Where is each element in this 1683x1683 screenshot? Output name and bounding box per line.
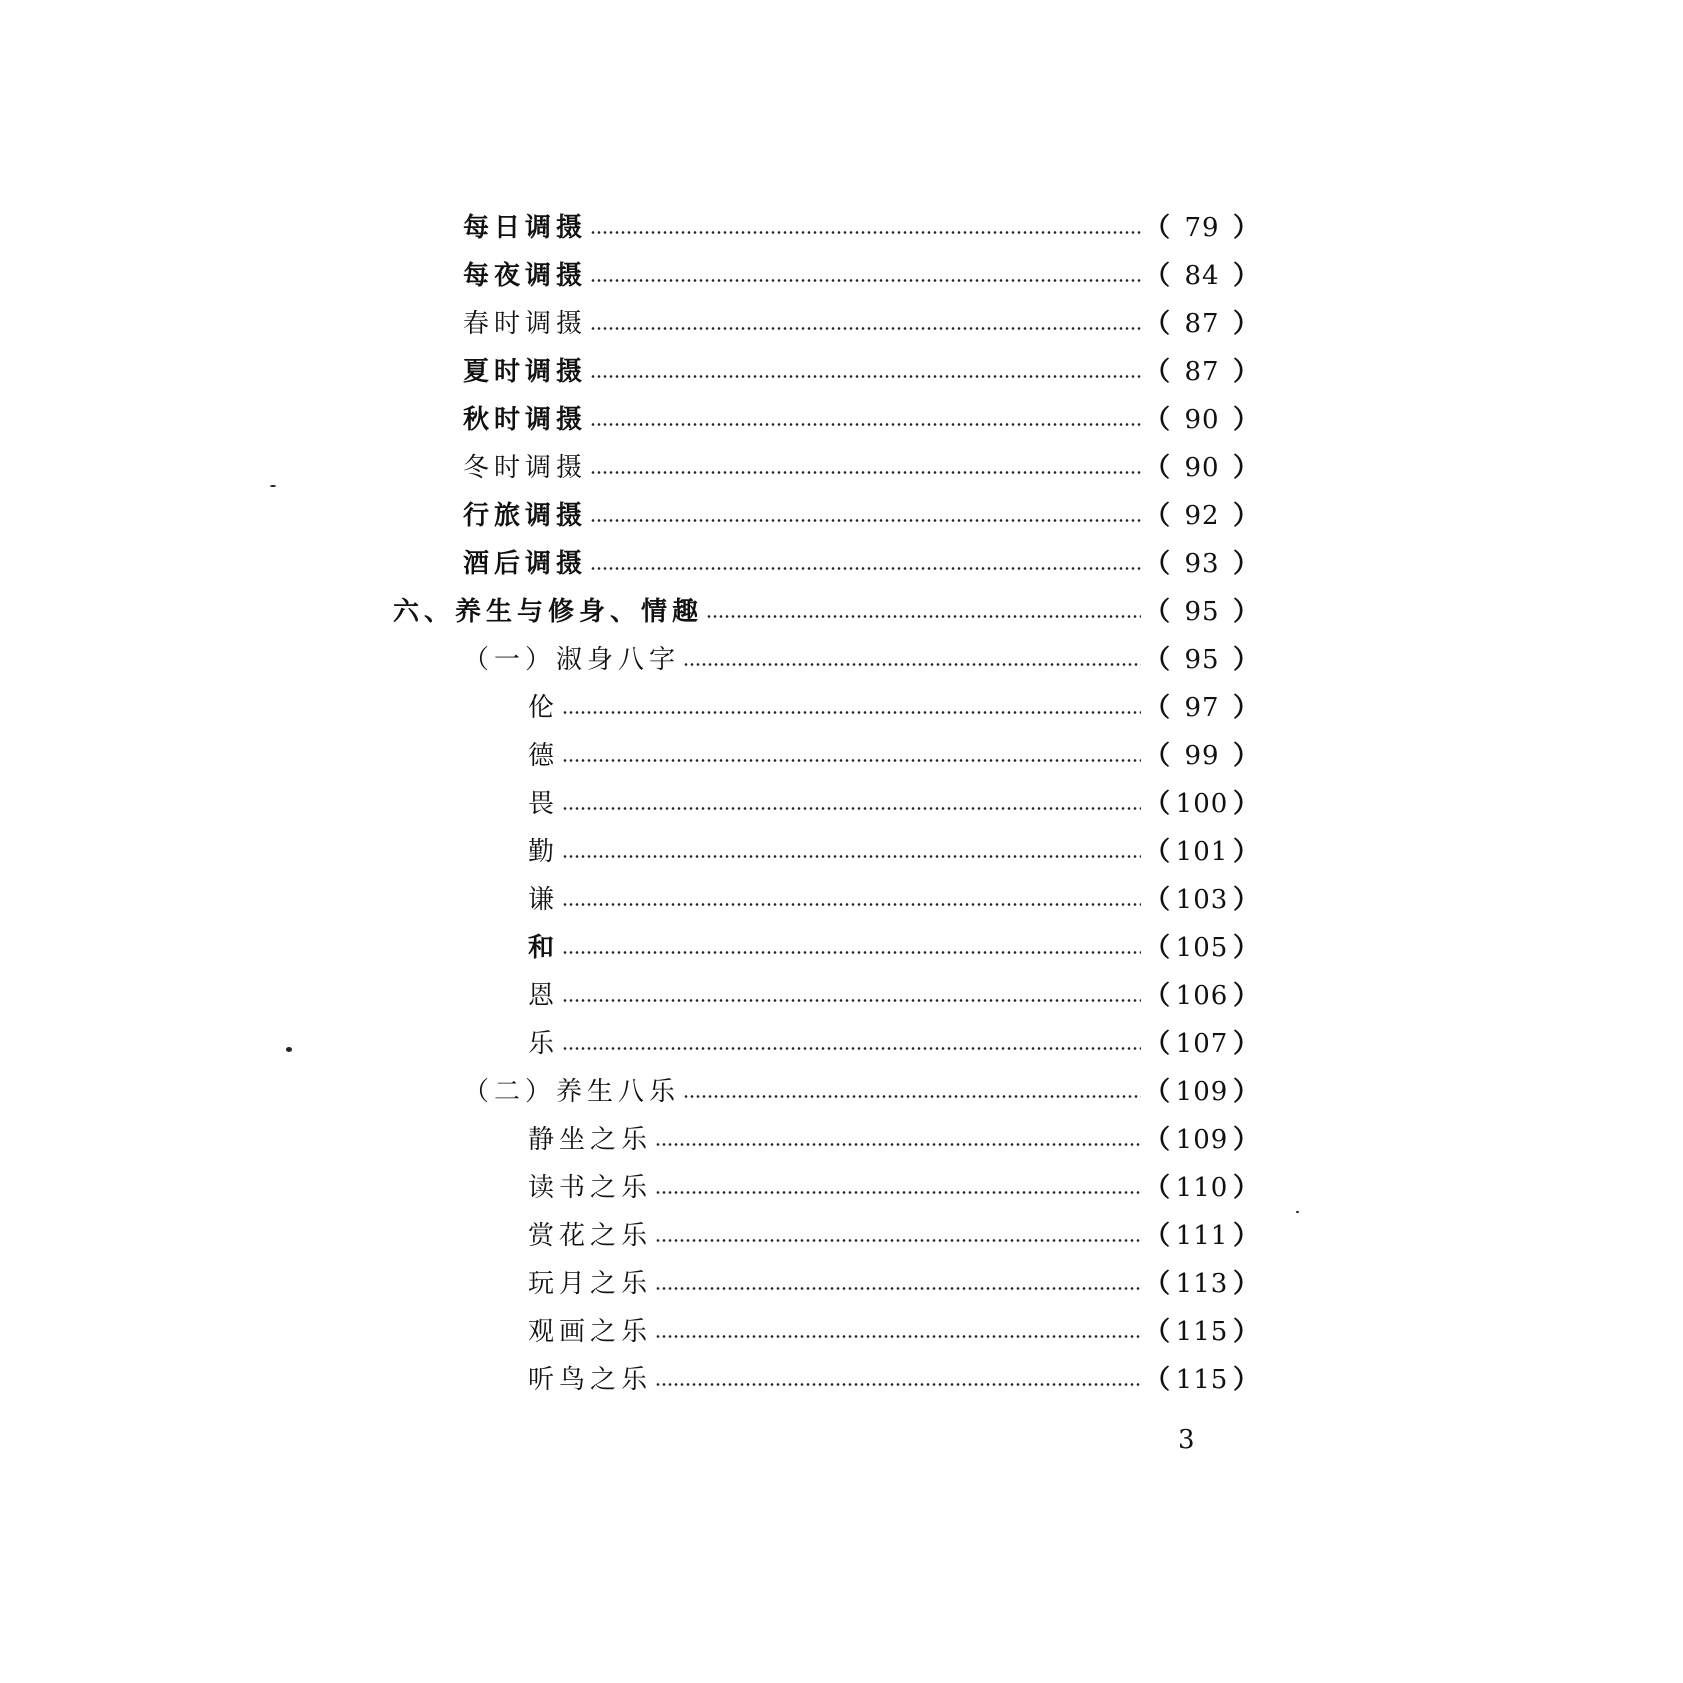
toc-entry-page: （ 95 ） <box>1143 597 1260 627</box>
toc-entry-title: 读书之乐 <box>528 1173 653 1203</box>
toc-entry <box>463 256 1260 296</box>
toc-entry-title: 恩 <box>528 981 560 1011</box>
leader-dots <box>683 663 1141 666</box>
toc-entry <box>528 1264 1260 1304</box>
toc-entry-title: 听鸟之乐 <box>528 1365 653 1395</box>
toc-entry-page: （ 79 ） <box>1143 213 1260 243</box>
toc-entry-title: 德 <box>528 741 560 771</box>
toc-entry-page: （ 115 ） <box>1143 1365 1260 1395</box>
toc-entry <box>528 1312 1260 1352</box>
toc-entry-title: 行旅调摄 <box>463 501 588 531</box>
toc-entry <box>463 448 1260 488</box>
toc-entry-page: （ 97 ） <box>1143 693 1260 723</box>
leader-dots <box>562 999 1141 1002</box>
toc-entry <box>463 352 1260 392</box>
toc-entry-page: （ 107 ） <box>1143 1029 1260 1059</box>
toc-entry-title: 冬时调摄 <box>463 453 588 483</box>
toc-entry <box>528 928 1260 968</box>
leader-dots <box>655 1383 1141 1386</box>
toc-entry-page: （ 106 ） <box>1143 981 1260 1011</box>
toc-entry <box>528 1216 1260 1256</box>
toc-entry <box>528 1360 1260 1400</box>
scan-speck <box>286 1047 292 1052</box>
leader-dots <box>655 1143 1141 1146</box>
leader-dots <box>590 471 1141 474</box>
toc-entry-page: （ 103 ） <box>1143 885 1260 915</box>
toc-entry-title: 春时调摄 <box>463 309 588 339</box>
toc-entry-page: （ 109 ） <box>1143 1125 1260 1155</box>
leader-dots <box>562 855 1141 858</box>
leader-dots <box>590 519 1141 522</box>
toc-entry-page: （ 115 ） <box>1143 1317 1260 1347</box>
leader-dots <box>590 423 1141 426</box>
leader-dots <box>562 951 1141 954</box>
toc-entry <box>528 880 1260 920</box>
toc-entry-title: 和 <box>528 933 560 963</box>
leader-dots <box>655 1191 1141 1194</box>
toc-section-entry <box>463 1072 1260 1112</box>
leader-dots <box>655 1335 1141 1338</box>
toc-entry-page: （ 113 ） <box>1143 1269 1260 1299</box>
toc-entry-title: 六、养生与修身、情趣 <box>393 597 704 627</box>
toc-entry <box>528 688 1260 728</box>
leader-dots <box>562 711 1141 714</box>
leader-dots <box>590 279 1141 282</box>
leader-dots <box>590 231 1141 234</box>
toc-entry-page: （ 110 ） <box>1143 1173 1260 1203</box>
toc-entry-title: 谦 <box>528 885 560 915</box>
toc-entry <box>528 1120 1260 1160</box>
toc-entry-title: 每夜调摄 <box>463 261 588 291</box>
toc-entry <box>528 784 1260 824</box>
leader-dots <box>562 807 1141 810</box>
toc-entry <box>463 400 1260 440</box>
toc-entry-title: 赏花之乐 <box>528 1221 653 1251</box>
toc-entry-title: （二）养生八乐 <box>463 1077 681 1107</box>
toc-entry <box>528 1024 1260 1064</box>
toc-entry-title: 乐 <box>528 1029 560 1059</box>
scan-speck <box>270 485 276 487</box>
leader-dots <box>590 375 1141 378</box>
toc-entry-page: （ 87 ） <box>1143 357 1260 387</box>
toc-entry-title: 静坐之乐 <box>528 1125 653 1155</box>
leader-dots <box>683 1095 1141 1098</box>
leader-dots <box>562 759 1141 762</box>
leader-dots <box>562 1047 1141 1050</box>
toc-entry-page: （ 93 ） <box>1143 549 1260 579</box>
toc-entry-title: 玩月之乐 <box>528 1269 653 1299</box>
leader-dots <box>590 567 1141 570</box>
toc-entry <box>463 208 1260 248</box>
toc-entry-page: （ 111 ） <box>1143 1221 1260 1251</box>
toc-entry <box>463 304 1260 344</box>
toc-entry-title: （一）淑身八字 <box>463 645 681 675</box>
leader-dots <box>706 615 1141 618</box>
toc-entry-page: （ 105 ） <box>1143 933 1260 963</box>
toc-entry-page: （ 100 ） <box>1143 789 1260 819</box>
toc-entry-title: 每日调摄 <box>463 213 588 243</box>
toc-entry-page: （ 99 ） <box>1143 741 1260 771</box>
toc-chapter-entry <box>393 592 1260 632</box>
toc-section-entry <box>463 640 1260 680</box>
toc-entry-title: 酒后调摄 <box>463 549 588 579</box>
toc-entry-title: 夏时调摄 <box>463 357 588 387</box>
toc-entry-page: （ 90 ） <box>1143 453 1260 483</box>
toc-entry-page: （ 87 ） <box>1143 309 1260 339</box>
leader-dots <box>655 1287 1141 1290</box>
toc-entry <box>528 832 1260 872</box>
toc-entry-page: （ 92 ） <box>1143 501 1260 531</box>
leader-dots <box>590 327 1141 330</box>
leader-dots <box>562 903 1141 906</box>
leader-dots <box>655 1239 1141 1242</box>
toc-entry <box>463 544 1260 584</box>
toc-entry-title: 伦 <box>528 693 560 723</box>
toc-entry-page: （ 109 ） <box>1143 1077 1260 1107</box>
page-number: 3 <box>1178 1425 1195 1455</box>
toc-entry <box>528 976 1260 1016</box>
scan-speck <box>1296 1211 1299 1213</box>
toc-entry <box>528 1168 1260 1208</box>
toc-entry-title: 勤 <box>528 837 560 867</box>
toc-entry-title: 秋时调摄 <box>463 405 588 435</box>
toc-entry-page: （ 84 ） <box>1143 261 1260 291</box>
toc-entry <box>528 736 1260 776</box>
toc-entry-title: 畏 <box>528 789 560 819</box>
toc-entry-page: （ 95 ） <box>1143 645 1260 675</box>
toc-entry-page: （ 90 ） <box>1143 405 1260 435</box>
toc-entry-page: （ 101 ） <box>1143 837 1260 867</box>
toc-entry-title: 观画之乐 <box>528 1317 653 1347</box>
toc-entry <box>463 496 1260 536</box>
